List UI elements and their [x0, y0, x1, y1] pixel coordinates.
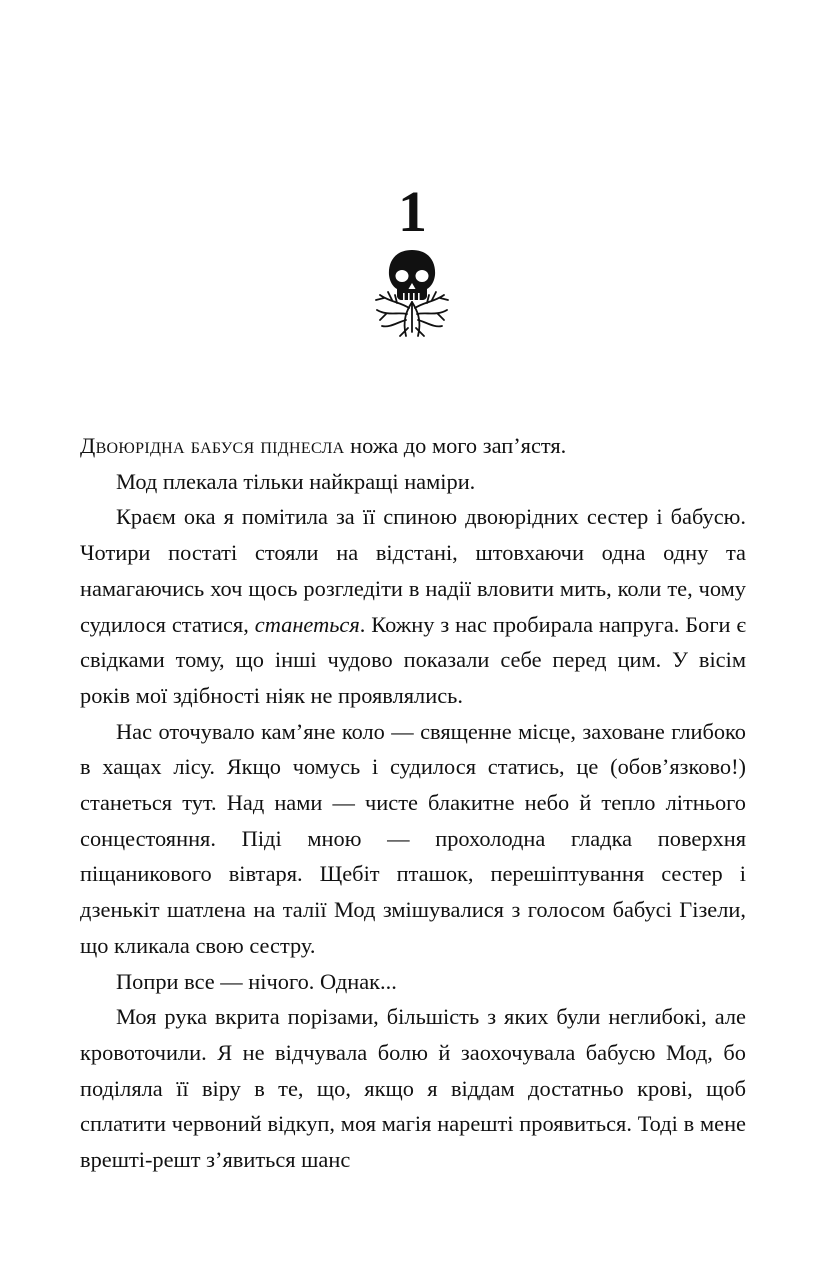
paragraph-6: Моя рука вкрита порізами, більшість з яких були неглибокі, але кровоточили. Я не відчувала болю й заохочувала бабусю Мод, бо поділяла її віру в те, що, якщо я віддам достатньо крові, щоб сплатити червоний відкуп, моя магія нарешті проявиться. Тоді в мене врешті-решт з’явиться шанс	[80, 1004, 746, 1173]
emphasized-word: станеться	[254, 611, 360, 637]
skull-with-branches-icon	[362, 240, 462, 350]
paragraph-3	[80, 499, 746, 713]
paragraph-5: Попри все — нічого. Однак...	[116, 968, 397, 994]
paragraph-1	[80, 428, 746, 464]
opening-smallcaps: Двоюрідна бабуся піднесла	[80, 433, 345, 458]
paragraph-3-after: . Кожну з нас пробирала напруга. Боги є свідками тому, що інші чудово показали себе перед цим. У вісім років мої здібності ніяк не проявлялись.	[80, 611, 747, 708]
chapter-text	[80, 428, 746, 1178]
paragraph-3-before: Краєм ока я помітила за її спиною двоюрідних сестер і бабусю. Чотири постаті стояли на відстані, штовхаючи одна одну та намагаючись хоч щось розгледіти в надії вловити мить, коли те, чому судилося статися,	[80, 504, 746, 637]
paragraph-4: Нас оточувало кам’яне коло — священне місце, заховане глибоко в хащах лісу. Якщо чомусь і судилося статись, це (обов’язково!) станеться тут. Над нами — чисте блакитне небо й тепло літнього сонцестояння. Піді мною — прохолодна гладка поверхня піщаникового вівтаря. Щебіт пташок, перешіптування сестер і дзенькіт шатлена на талії Мод змішувалися з голосом бабусі Гізели, що кликала свою сестру.	[80, 718, 746, 958]
paragraph-2: Мод плекала тільки найкращі наміри.	[116, 468, 476, 494]
paragraph-1-rest: ножа до мого зап’ястя.	[344, 433, 567, 458]
chapter-number: 1	[398, 179, 427, 244]
